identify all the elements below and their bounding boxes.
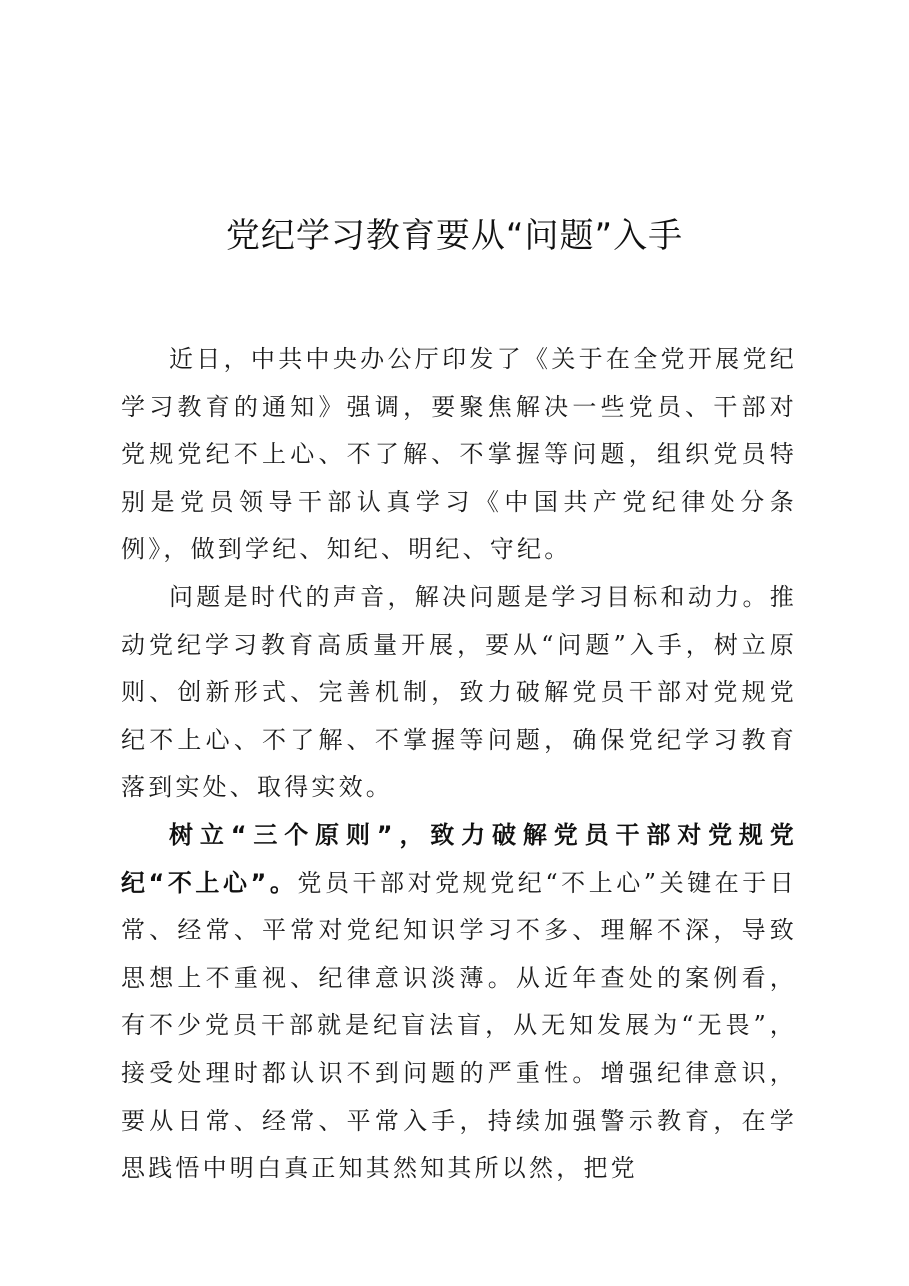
- paragraph-3-lead: 树立“三个原则”，致力破解党员干部对党规党纪“不上心”。: [121, 820, 797, 897]
- document-body: [121, 336, 797, 1193]
- paragraph-3-text: 党员干部对党规党纪“不上心”关键在于日常、经常、平常对党纪知识学习不多、理解不深，导致思想上不重视、纪律意识淡薄。从近年查处的案例看，有不少党员干部就是纪盲法盲，从无知发展为“无畏”，接受处理时都认识不到问题的严重性。增强纪律意识，要从日常、经常、平常入手，持续加强警示教育，在学思践悟中明白真正知其然知其所以然，把党: [121, 868, 797, 1183]
- paragraph-2: [121, 574, 797, 812]
- paragraph-3: [121, 812, 797, 1193]
- paragraph-1: [121, 336, 797, 574]
- paragraph-2-text: 问题是时代的声音，解决问题是学习目标和动力。推动党纪学习教育高质量开展，要从“问题”入手，树立原则、创新形式、完善机制，致力破解党员干部对党规党纪不上心、不了解、不掌握等问题，确保党纪学习教育落到实处、取得实效。: [121, 582, 797, 802]
- document-title: 党纪学习教育要从“问题”入手: [225, 216, 684, 256]
- paragraph-1-text: 近日，中共中央办公厅印发了《关于在全党开展党纪学习教育的通知》强调，要聚焦解决一些党员、干部对党规党纪不上心、不了解、不掌握等问题，组织党员特别是党员领导干部认真学习《中国共产党纪律处分条例》，做到学纪、知纪、明纪、守纪。: [121, 345, 797, 564]
